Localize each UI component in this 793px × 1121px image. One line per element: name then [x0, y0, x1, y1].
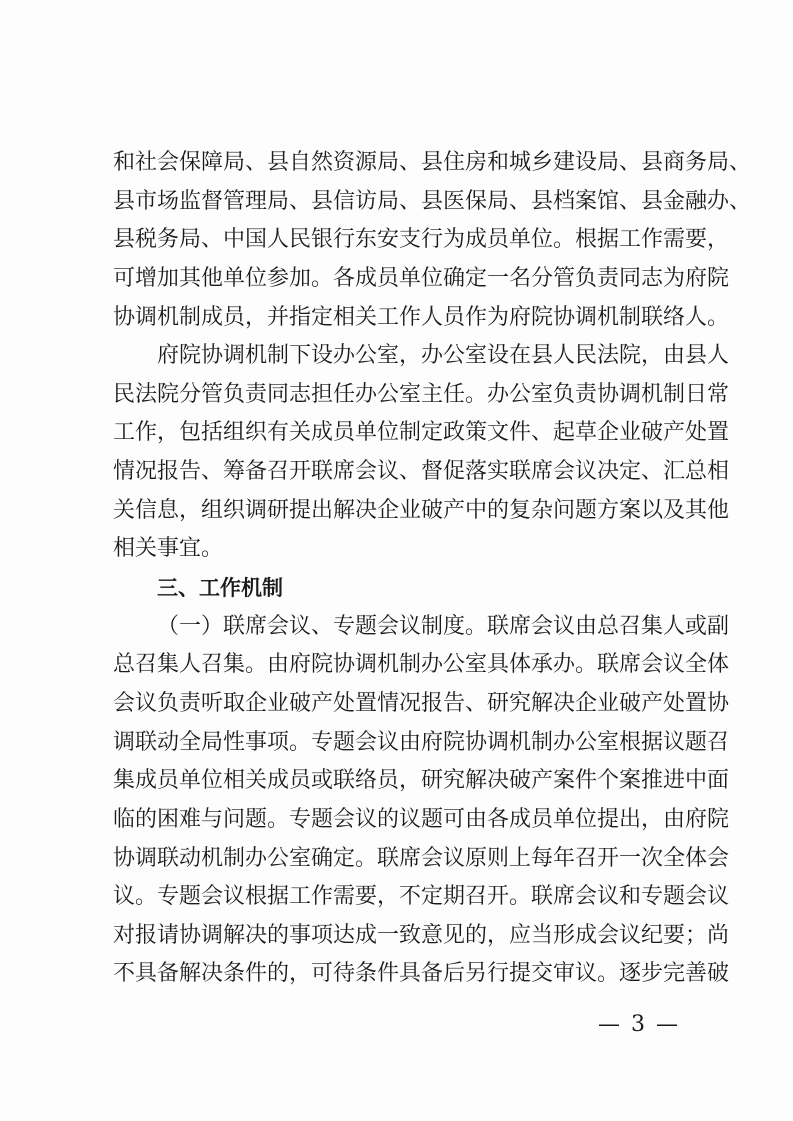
- paragraph-1-line-1: 和社会保障局、县自然资源局、县住房和城乡建设局、县商务局、: [113, 150, 752, 175]
- paragraph-1-line-2: 县市场监督管理局、县信访局、县医保局、县档案馆、县金融办、: [113, 188, 752, 214]
- section-heading: 三、工作机制: [157, 576, 283, 601]
- paragraph-2-line-1: 府院协调机制下设办公室，办公室设在县人民法院，由县人: [157, 343, 730, 369]
- paragraph-2-line-4: 情况报告、筹备召开联席会议、督促落实联席会议决定、汇总相: [113, 459, 730, 485]
- paragraph-1-line-4: 可增加其他单位参加。各成员单位确定一名分管负责同志为府院: [113, 265, 730, 291]
- paragraph-3-line-5: 集成员单位相关成员或联络员，研究解决破产案件个案推进中面: [113, 768, 730, 794]
- paragraph-2-line-2: 民法院分管负责同志担任办公室主任。办公室负责协调机制日常: [113, 381, 730, 407]
- page-number: — 3 —: [598, 1012, 680, 1037]
- paragraph-3-line-9: 对报请协调解决的事项达成一致意见的，应当形成会议纪要；尚: [113, 922, 730, 948]
- paragraph-3-line-4: 调联动全局性事项。专题会议由府院协调机制办公室根据议题召: [113, 729, 730, 755]
- paragraph-3-line-6: 临的困难与问题。专题会议的议题可由各成员单位提出，由府院: [113, 806, 730, 832]
- paragraph-3-line-8: 议。专题会议根据工作需要，不定期召开。联席会议和专题会议: [113, 884, 730, 910]
- document-body: [113, 144, 752, 994]
- paragraph-2-line-5: 关信息，组织调研提出解决企业破产中的复杂问题方案以及其他: [113, 497, 730, 523]
- paragraph-1-line-3: 县税务局、中国人民银行东安支行为成员单位。根据工作需要，: [113, 227, 730, 253]
- paragraph-2-line-6: 相关事宜。: [113, 536, 224, 562]
- paragraph-2-line-3: 工作，包括组织有关成员单位制定政策文件、起草企业破产处置: [113, 420, 730, 446]
- paragraph-3-line-2: 总召集人召集。由府院协调机制办公室具体承办。联席会议全体: [113, 652, 730, 678]
- paragraph-3-line-10: 不具备解决条件的，可待条件具备后另行提交审议。逐步完善破: [113, 961, 730, 987]
- paragraph-3-line-3: 会议负责听取企业破产处置情况报告、研究解决企业破产处置协: [113, 690, 730, 716]
- paragraph-3-line-1: （一）联席会议、专题会议制度。联席会议由总召集人或副: [157, 613, 730, 639]
- paragraph-3-line-7: 协调联动机制办公室确定。联席会议原则上每年召开一次全体会: [113, 845, 730, 871]
- paragraph-1-line-5: 协调机制成员，并指定相关工作人员作为府院协调机制联络人。: [113, 304, 730, 330]
